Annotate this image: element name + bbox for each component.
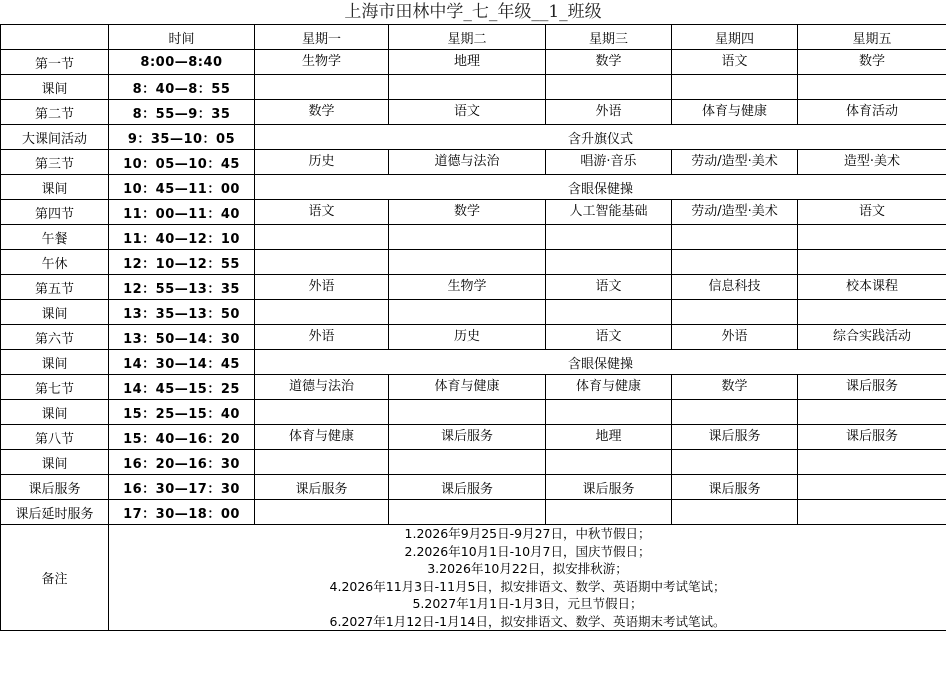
course-cell-thu: [672, 450, 798, 475]
merged-activity-cell: 含升旗仪式: [255, 125, 946, 150]
course-cell-wed: 人工智能基础: [546, 200, 672, 225]
course-cell-wed: 外语: [546, 100, 672, 125]
course-cell-mon: 语文: [255, 200, 389, 225]
course-cell-mon: [255, 500, 389, 525]
course-cell-wed: 语文: [546, 275, 672, 300]
course-cell-fri: [798, 400, 946, 425]
course-cell-fri: [798, 75, 946, 100]
course-cell-fri: [798, 450, 946, 475]
period-time: 15：25—15：40: [109, 400, 255, 425]
course-cell-mon: 生物学: [255, 50, 389, 75]
table-row: [1, 75, 946, 100]
period-time: 12：10—12：55: [109, 250, 255, 275]
page-title: 上海市田林中学_七_年级__1_班级: [344, 2, 602, 22]
period-time: 11：40—12：10: [109, 225, 255, 250]
period-time: 15：40—16：20: [109, 425, 255, 450]
period-time: 13：50—14：30: [109, 325, 255, 350]
period-label: 第五节: [1, 275, 109, 300]
period-time: 14：30—14：45: [109, 350, 255, 375]
course-cell-mon: [255, 75, 389, 100]
period-label: 课后服务: [1, 475, 109, 500]
course-cell-mon: [255, 225, 389, 250]
course-cell-wed: 语文: [546, 325, 672, 350]
day-header-fri: 星期五: [798, 25, 946, 50]
course-cell-mon: 课后服务: [255, 475, 389, 500]
note-line: 2.2026年10月1日-10月7日，国庆节假日；: [404, 543, 651, 559]
table-row: [1, 300, 946, 325]
table-row: [1, 500, 946, 525]
course-cell-fri: 体育活动: [798, 100, 946, 125]
course-cell-wed: [546, 300, 672, 325]
course-cell-thu: [672, 250, 798, 275]
course-cell-wed: [546, 500, 672, 525]
course-cell-mon: 数学: [255, 100, 389, 125]
period-label: 第一节: [1, 50, 109, 75]
table-row: [1, 275, 946, 300]
period-label: 课间: [1, 450, 109, 475]
table-row: [1, 50, 946, 75]
course-cell-mon: 外语: [255, 325, 389, 350]
day-header-thu: 星期四: [672, 25, 798, 50]
period-label: 课间: [1, 75, 109, 100]
period-label: 课间: [1, 400, 109, 425]
course-cell-fri: 造型·美术: [798, 150, 946, 175]
course-cell-tue: 体育与健康: [389, 375, 546, 400]
course-cell-thu: [672, 400, 798, 425]
course-cell-tue: 课后服务: [389, 425, 546, 450]
period-label: 第七节: [1, 375, 109, 400]
course-cell-wed: [546, 400, 672, 425]
course-cell-thu: 劳动/造型·美术: [672, 200, 798, 225]
period-time: 14：45—15：25: [109, 375, 255, 400]
table-row: [1, 350, 946, 375]
table-row: [1, 200, 946, 225]
course-cell-fri: 数学: [798, 50, 946, 75]
course-cell-fri: 校本课程: [798, 275, 946, 300]
course-cell-tue: 历史: [389, 325, 546, 350]
course-cell-tue: [389, 225, 546, 250]
course-cell-thu: [672, 75, 798, 100]
course-cell-fri: 课后服务: [798, 375, 946, 400]
course-cell-wed: [546, 450, 672, 475]
course-cell-thu: 课后服务: [672, 475, 798, 500]
course-cell-tue: [389, 500, 546, 525]
timetable: [0, 24, 946, 631]
course-cell-tue: 课后服务: [389, 475, 546, 500]
course-cell-mon: [255, 400, 389, 425]
day-header-mon: 星期一: [255, 25, 389, 50]
course-cell-mon: [255, 450, 389, 475]
day-header-wed: 星期三: [546, 25, 672, 50]
merged-activity-cell: 含眼保健操: [255, 350, 946, 375]
course-cell-thu: 信息科技: [672, 275, 798, 300]
corner-cell: [1, 25, 109, 50]
course-cell-wed: [546, 225, 672, 250]
period-label: 第六节: [1, 325, 109, 350]
period-time: 12：55—13：35: [109, 275, 255, 300]
period-time: 8：55—9：35: [109, 100, 255, 125]
course-cell-mon: 外语: [255, 275, 389, 300]
course-cell-fri: 课后服务: [798, 425, 946, 450]
course-cell-thu: [672, 500, 798, 525]
course-cell-fri: [798, 250, 946, 275]
notes-row: [1, 525, 946, 631]
course-cell-wed: 唱游·音乐: [546, 150, 672, 175]
note-line: 6.2027年1月12日-1月14日，拟安排语文、数学、英语期末考试笔试。: [329, 613, 726, 629]
period-time: 16：30—17：30: [109, 475, 255, 500]
table-row: [1, 250, 946, 275]
course-cell-thu: [672, 225, 798, 250]
course-cell-tue: 语文: [389, 100, 546, 125]
course-cell-wed: 地理: [546, 425, 672, 450]
note-line: 1.2026年9月25日-9月27日，中秋节假日；: [404, 526, 651, 541]
course-cell-wed: 课后服务: [546, 475, 672, 500]
course-cell-mon: 历史: [255, 150, 389, 175]
table-row: [1, 175, 946, 200]
course-cell-fri: [798, 225, 946, 250]
period-time: 11：00—11：40: [109, 200, 255, 225]
table-row: [1, 125, 946, 150]
course-cell-fri: [798, 500, 946, 525]
period-label: 午餐: [1, 225, 109, 250]
course-cell-fri: 综合实践活动: [798, 325, 946, 350]
period-label: 第二节: [1, 100, 109, 125]
course-cell-wed: [546, 250, 672, 275]
note-line: 5.2027年1月1日-1月3日，元旦节假日；: [412, 596, 643, 611]
course-cell-fri: [798, 475, 946, 500]
course-cell-mon: 道德与法治: [255, 375, 389, 400]
period-label: 课间: [1, 175, 109, 200]
table-row: [1, 100, 946, 125]
period-label: 大课间活动: [1, 125, 109, 150]
period-label: 第四节: [1, 200, 109, 225]
header-row: [1, 25, 946, 50]
time-header: 时间: [109, 25, 255, 50]
course-cell-wed: [546, 75, 672, 100]
course-cell-wed: 数学: [546, 50, 672, 75]
period-time: 9：35—10：05: [109, 125, 255, 150]
period-label: 第八节: [1, 425, 109, 450]
course-cell-mon: [255, 300, 389, 325]
note-line: 3.2026年10月22日，拟安排秋游；: [427, 561, 628, 576]
course-cell-thu: 体育与健康: [672, 100, 798, 125]
course-cell-mon: [255, 250, 389, 275]
period-time: 10：05—10：45: [109, 150, 255, 175]
course-cell-tue: [389, 300, 546, 325]
table-row: [1, 450, 946, 475]
period-label: 第三节: [1, 150, 109, 175]
period-time: 8:00—8:40: [109, 50, 255, 75]
notes-content: [109, 525, 946, 631]
course-cell-mon: 体育与健康: [255, 425, 389, 450]
course-cell-thu: 外语: [672, 325, 798, 350]
course-cell-tue: [389, 75, 546, 100]
period-time: 8：40—8：55: [109, 75, 255, 100]
note-line: 4.2026年11月3日-11月5日，拟安排语文、数学、英语期中考试笔试；: [329, 578, 726, 594]
course-cell-tue: 道德与法治: [389, 150, 546, 175]
course-cell-thu: [672, 300, 798, 325]
course-cell-tue: [389, 400, 546, 425]
period-label: 课间: [1, 350, 109, 375]
table-row: [1, 325, 946, 350]
notes-label: 备注: [1, 525, 109, 631]
table-row: [1, 400, 946, 425]
course-cell-thu: 数学: [672, 375, 798, 400]
period-time: 10：45—11：00: [109, 175, 255, 200]
table-row: [1, 150, 946, 175]
course-cell-tue: 地理: [389, 50, 546, 75]
period-time: 13：35—13：50: [109, 300, 255, 325]
period-label: 课间: [1, 300, 109, 325]
course-cell-tue: 数学: [389, 200, 546, 225]
course-cell-thu: 劳动/造型·美术: [672, 150, 798, 175]
table-row: [1, 425, 946, 450]
table-row: [1, 475, 946, 500]
course-cell-tue: 生物学: [389, 275, 546, 300]
course-cell-fri: 语文: [798, 200, 946, 225]
period-label: 午休: [1, 250, 109, 275]
course-cell-thu: 语文: [672, 50, 798, 75]
course-cell-tue: [389, 250, 546, 275]
course-cell-thu: 课后服务: [672, 425, 798, 450]
day-header-tue: 星期二: [389, 25, 546, 50]
period-time: 16：20—16：30: [109, 450, 255, 475]
course-cell-tue: [389, 450, 546, 475]
table-row: [1, 375, 946, 400]
period-time: 17：30—18：00: [109, 500, 255, 525]
table-row: [1, 225, 946, 250]
period-label: 课后延时服务: [1, 500, 109, 525]
course-cell-wed: 体育与健康: [546, 375, 672, 400]
merged-activity-cell: 含眼保健操: [255, 175, 946, 200]
course-cell-fri: [798, 300, 946, 325]
